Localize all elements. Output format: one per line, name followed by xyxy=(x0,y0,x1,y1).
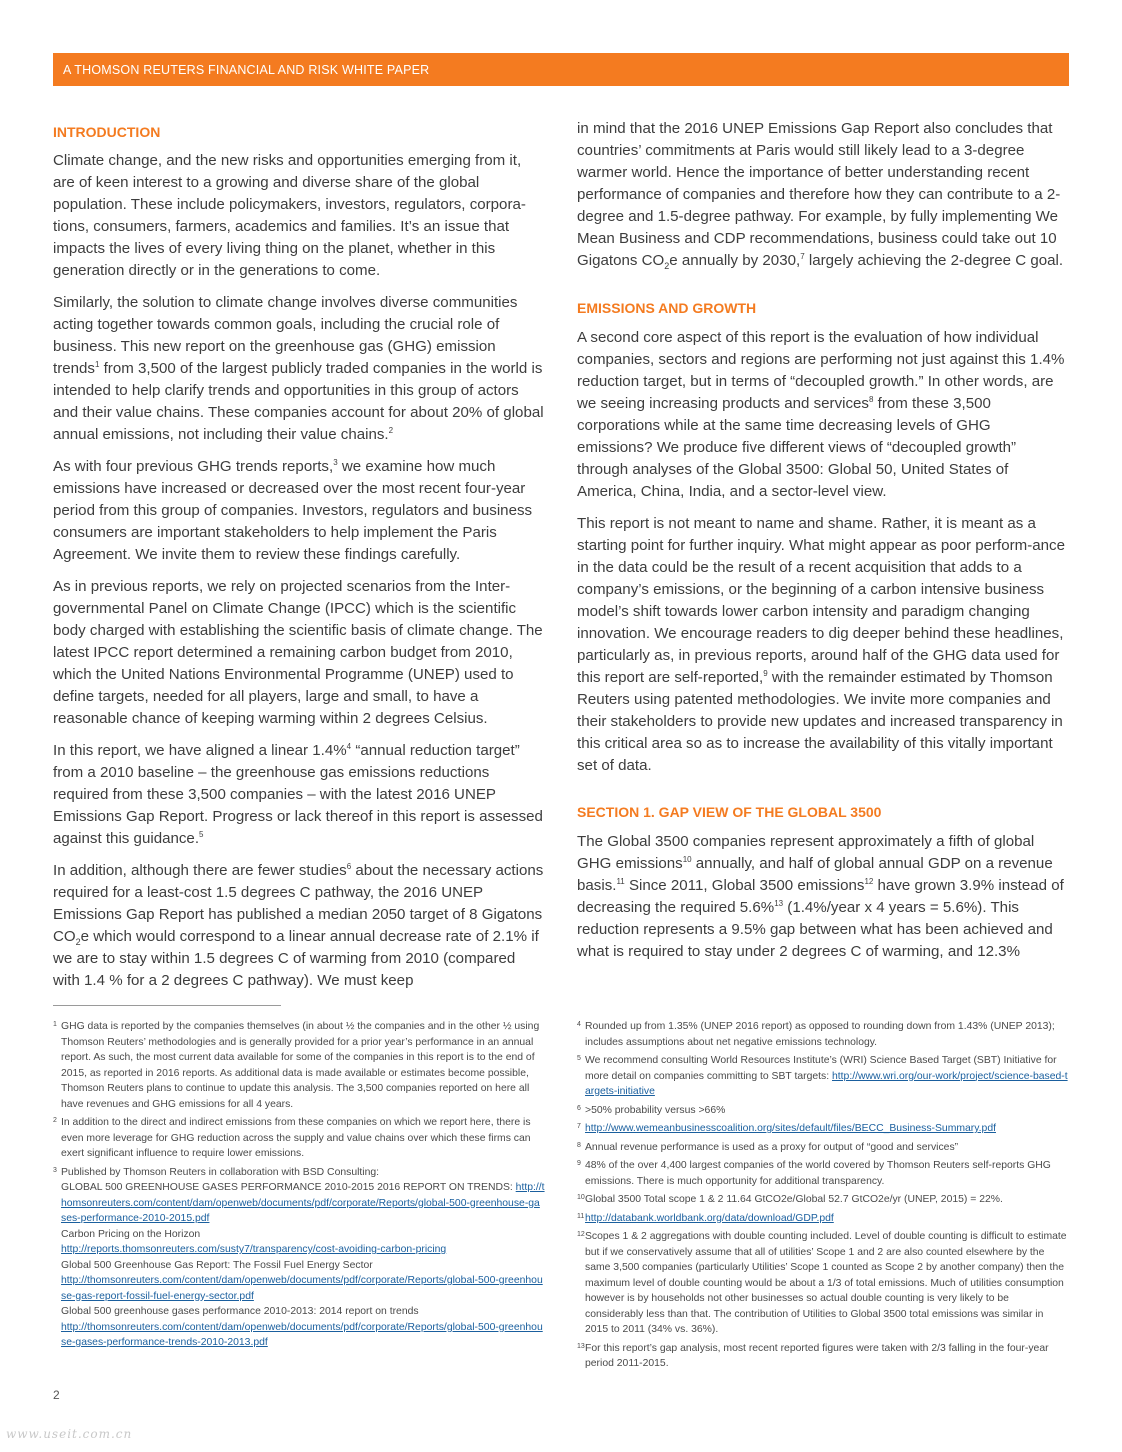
footnote-13: 13 For this report’s gap analysis, most recent reported figures were taken with 2/3 falling in the four-year period 2011-2015. xyxy=(577,1342,1049,1369)
link-worldbank-gdp[interactable]: http://databank.worldbank.org/data/download/GDP.pdf xyxy=(585,1212,834,1224)
intro-paragraph-3: As with four previous GHG trends reports,$^3$ we examine how much emissions have increased or decreased over the most recent four-year period from this group of companies. Investors, regulators and business consumers are important stakeholders to help implement the Paris Agreement. We invite them to review these findings carefully. xyxy=(53,458,533,563)
footnote-ref-11: 11 xyxy=(616,877,625,886)
page-number: 2 xyxy=(53,1388,60,1402)
footnotes-left xyxy=(53,1019,545,1354)
link-we-mean-business[interactable]: http://www.wemeanbusinesscoalition.org/sites/default/files/BECC_Business-Summary.pdf xyxy=(585,1123,996,1134)
footnote-ref-13: 13 xyxy=(774,899,784,908)
footnote-ref-8: 8 xyxy=(868,395,874,404)
emissions-growth-heading: EMISSIONS AND GROWTH xyxy=(577,300,757,316)
right-column xyxy=(577,118,1069,973)
footnote-2: 2 In addition to the direct and indirect emissions from these companies on which we report here, there is even more leverage for GHG reduction across the supply and value chains over which these firms can exert significant influence to require lower emissions. xyxy=(53,1117,531,1159)
footnote-ref-3: 3 xyxy=(333,458,338,467)
footnote-11: 11 http://databank.worldbank.org/data/download/GDP.pdf xyxy=(577,1212,834,1224)
footnote-9: 9 48% of the over 4,400 largest companies of the world covered by Thomson Reuters self-reports GHG emissions. There is much opportunity for additional transparency. xyxy=(577,1160,1051,1187)
co2-subscript: 2 xyxy=(75,937,81,948)
co2-subscript: 2 xyxy=(664,261,670,272)
footnotes-right xyxy=(577,1019,1069,1375)
footnote-1: 1 GHG data is reported by the companies themselves (in about ½ the companies and in the other ½ using Thomson Reuters’ methodologies and is generally provided for a prior year’s performance in an annual report. As such, the most current data available for some of the companies in this report is to the end of 2015, as reported in 2016 reports. As additional data is made available or estimates become possible, Thomson Reuters plans to continue to update this analysis. The 3,500 companies reported on here all have revenues and GHG emissions for all 4 years. xyxy=(53,1021,540,1110)
footnote-ref-9: 9 xyxy=(763,669,768,678)
footnote-4: 4 Rounded up from 1.35% (UNEP 2016 report) as opposed to rounding down from 1.43% (UNEP 2013); includes assumptions about net negative emissions technology. xyxy=(577,1021,1055,1048)
footnote-ref-10: 10 xyxy=(682,855,692,864)
banner-title: A THOMSON REUTERS FINANCIAL AND RISK WHITE PAPER xyxy=(63,63,430,77)
emissions-paragraph-1: A second core aspect of this report is the evaluation of how individual companies, sectors and regions are performing not just against this 1.4% reduction target, but in terms of “decoupled growth.” In other words, are we seeing increasing products and services$^8$ from these 3,500 corporations while at the same time decreasing levels of GHG emissions? We produce five different views of “decoupled growth” through analyses of the Global 3500: Global 50, United States of America, China, India, and a sector-level view. xyxy=(577,329,1065,500)
intro-paragraph-2: Similarly, the solution to climate change involves diverse communities acting together towards common goals, including the crucial role of business. This new report on the greenhouse gas (GHG) emission trends$^1$ from 3,500 of the largest publicly traded companies in the world is intended to help clarify trends and opportunities in this group of actors and their value chains. These companies account for about 20% of global annual emissions, not including their value chains.$^2$ xyxy=(53,294,544,443)
link-carbon-pricing[interactable]: http://reports.thomsonreuters.com/susty7/transparency/cost-avoiding-carbon-pricing xyxy=(61,1244,447,1255)
footnote-ref-1: 1 xyxy=(94,360,100,369)
footnote-ref-7: 7 xyxy=(800,252,805,261)
intro-paragraph-4: As in previous reports, we rely on projected scenarios from the Inter-governmental Panel on Climate Change (IPCC) which is the scientific body charged with establishing the scientific basis of climate change. The latest IPCC report determined a remaining carbon budget from 2010, which the United Nations Environmental Programme (UNEP) used to define targets, needed for all players, large and small, to have a reasonable chance of keeping warming within 2 degrees Celsius. xyxy=(53,578,543,727)
footnote-8: 8 Annual revenue performance is used as a proxy for output of “good and services” xyxy=(577,1141,959,1153)
footnote-7: 7 http://www.wemeanbusinesscoalition.org/sites/default/files/BECC_Business-Summary.pdf xyxy=(577,1123,996,1134)
watermark: www.useit.com.cn xyxy=(6,1427,133,1441)
footnote-5: 5 We recommend consulting World Resources Institute’s (WRI) Science Based Target (SBT) Initiative for more detail on companies committing to SBT targets: http://www.wri.org/our-work/project/science-based-targets-initiative xyxy=(577,1055,1068,1097)
footnote-12: 12 Scopes 1 & 2 aggregations with double counting included. Level of double counting is difficult to estimate but if we conservatively assume that all of utilities’ Scope 1 and 2 are also counted elsewhere by the same 3,500 companies (particularly Utilities’ Scope 1 counted as Scope 2 by another company) then the maximum level of double counting would be about a 1/3 of total emissions. Much of utilities consumption however is by households not other businesses so actual double counting is very likely to be considerably less than that. The contribution of Utilities to Global 3500 total emissions was similar in 2015 to 2011 (34% vs. 36%). xyxy=(577,1231,1067,1335)
intro-paragraph-1: Climate change, and the new risks and opportunities emerging from it, are of keen interest to a growing and diverse share of the global population. These include policymakers, investors, regulators, corpora-tions, consumers, farmers, academics and families. It’s an issue that impacts the lives of every living thing on the planet, whether in this generation directly or in the generations to come. xyxy=(53,152,526,279)
header-banner xyxy=(53,53,1069,86)
intro-paragraph-6: In addition, although there are fewer studies$^6$ about the necessary actions required for a least-cost 1.5 degrees C pathway, the 2016 UNEP Emissions Gap Report has published a median 2050 target of 8 Gigatons $CO_2e$ which would correspond to a linear annual decrease rate of 2.1% if we are to stay within 1.5 degrees C of warming from 2010 (compared with 1.4 % for a 2 degrees C pathway). We must keep xyxy=(53,862,544,989)
intro-paragraph-5: In this report, we have aligned a linear 1.4%$^4$ “annual reduction target” from a 2010 baseline – the greenhouse gas emissions reductions required from these 3,500 companies – with the latest 2016 UNEP Emissions Gap Report. Progress or lack thereof in this report is assessed against this guidance.$^5$ xyxy=(53,742,543,847)
section1-heading: SECTION 1. GAP VIEW OF THE GLOBAL 3500 xyxy=(577,804,882,820)
link-wri-sbt[interactable]: http://www.wri.org/our-work/project/science-based-targets-initiative xyxy=(585,1070,1068,1097)
link-fossil-fuel-report[interactable]: http://thomsonreuters.com/content/dam/openweb/documents/pdf/corporate/Reports/global-500-greenhouse-gas-report-fossil-fuel-energy-sector.pdf xyxy=(61,1275,543,1302)
footnote-ref-2: 2 xyxy=(388,426,394,435)
footnote-divider xyxy=(53,1005,281,1006)
left-column xyxy=(53,118,545,1002)
intro-paragraph-7: in mind that the 2016 UNEP Emissions Gap Report also concludes that countries’ commitments at Paris would still likely lead to a 3-degree warmer world. Hence the importance of better understanding recent performance of companies and therefore how they can contribute to a 2-degree and 1.5-degree pathway. For example, by fully implementing We Mean Business and CDP recommendations, business could take out 10 Gigatons $CO_2e$ annually by 2030,$^7$ largely achieving the 2-degree C goal. xyxy=(577,120,1064,272)
footnote-ref-5: 5 xyxy=(199,830,204,839)
footnote-ref-6: 6 xyxy=(346,862,352,871)
introduction-heading: INTRODUCTION xyxy=(53,124,161,140)
footnote-ref-12: 12 xyxy=(864,877,874,886)
footnote-6: 6 >50% probability versus >66% xyxy=(577,1104,726,1116)
section1-paragraph: The Global 3500 companies represent approximately a fifth of global GHG emissions$^{10}$ annually, and half of global annual GDP on a revenue basis.$^{11}$ Since 2011, Global 3500 emissions$^{12}$ have grown 3.9% instead of decreasing the required 5.6%$^{13}$ (1.4%/year x 4 years = 5.6%). This reduction represents a 9.5% gap between what has been achieved and what is required to stay under 2 degrees C of warming, and 12.3% xyxy=(577,833,1064,960)
footnote-ref-4: 4 xyxy=(346,742,352,751)
footnote-10: 10 Global 3500 Total scope 1 & 2 11.64 GtCO2e/Global 52.7 GtCO2e/yr (UNEP, 2015) = 22%. xyxy=(577,1194,1003,1205)
footnote-3: 3 Published by Thomson Reuters in collaboration with BSD Consulting: GLOBAL 500 GREENHOUSE GASES PERFORMANCE 2010-2015 2016 REPORT ON TRENDS: http://thomsonreuters.com/content/dam/openweb/documents/pdf/corporate/Reports/global-500-greenhouse-gases-performance-2010-2015.pdf Carbon Pricing on the Horizon http://reports.thomsonreuters.com/susty7/transparency/cost-avoiding-carbon-pricing Global 500 Greenhouse Gas Report: The Fossil Fuel Energy Sector http://thomsonreuters.com/content/dam/openweb/documents/pdf/corporate/Reports/global-500-greenhouse-gas-report-fossil-fuel-energy-sector.pdf Global 500 greenhouse gases performance 2010-2013: 2014 report on trends http://thomsonreuters.com/content/dam/openweb/documents/pdf/corporate/Reports/global-500-greenhouse-gases-performance-trends-2010-2013.pdf xyxy=(53,1166,545,1348)
emissions-paragraph-2: This report is not meant to name and shame. Rather, it is meant as a starting point for further inquiry. What might appear as poor perform-ance in the data could be the result of a recent acquisition that adds to a company’s emissions, or the beginning of a carbon intensive business model’s shift towards lower carbon intensity and paradigm changing innovation. We encourage readers to dig deeper behind these headlines, particularly as, in previous reports, around half of the GHG data used for this report are self-reported,$^9$ with the remainder estimated by Thomson Reuters using patented methodologies. We invite more companies and their stakeholders to provide new updates and increased transparency in this critical area so as to increase the availability of this vitally important set of data. xyxy=(577,515,1065,774)
link-ghg-2010-2015[interactable]: http://thomsonreuters.com/content/dam/openweb/documents/pdf/corporate/Reports/global-500-greenhouse-gases-performance-2010-2015.pdf xyxy=(61,1182,545,1224)
link-ghg-2010-2013[interactable]: http://thomsonreuters.com/content/dam/openweb/documents/pdf/corporate/Reports/global-500-greenhouse-gases-performance-trends-2010-2013.pdf xyxy=(61,1321,543,1348)
